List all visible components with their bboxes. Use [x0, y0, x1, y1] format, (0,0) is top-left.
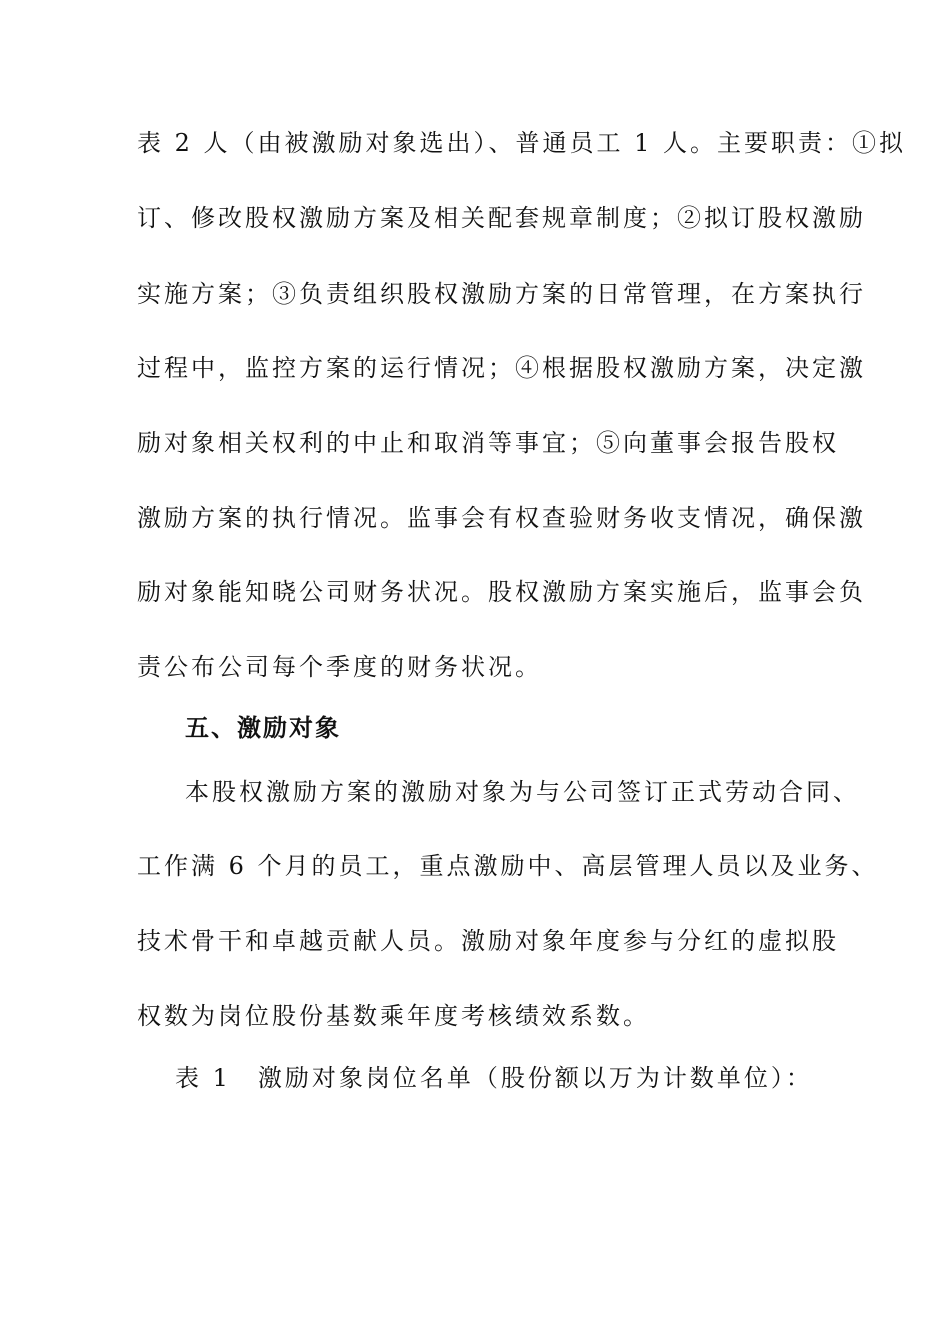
paragraph-line: 权数为岗位股份基数乘年度考核绩效系数。: [137, 1002, 650, 1030]
paragraph-line: 励对象能知晓公司财务状况。股权激励方案实施后，监事会负: [137, 578, 866, 606]
paragraph-line: 实施方案；③负责组织股权激励方案的日常管理，在方案执行: [137, 280, 866, 308]
paragraph-line: 励对象相关权利的中止和取消等事宜；⑤向董事会报告股权: [137, 429, 839, 457]
paragraph-line: 本股权激励方案的激励对象为与公司签订正式劳动合同、: [185, 778, 860, 806]
paragraph-line: 责公布公司每个季度的财务状况。: [137, 653, 542, 681]
paragraph-line: 工作满 6 个月的员工，重点激励中、高层管理人员以及业务、: [137, 852, 879, 880]
paragraph-line: 过程中，监控方案的运行情况；④根据股权激励方案，决定激: [137, 354, 866, 382]
paragraph-line: 订、修改股权激励方案及相关配套规章制度；②拟订股权激励: [137, 204, 866, 232]
section-heading: 五、激励对象: [185, 714, 341, 742]
paragraph-line: 激励方案的执行情况。监事会有权查验财务收支情况，确保激: [137, 504, 866, 532]
paragraph-line: 表 2 人（由被激励对象选出）、普通员工 1 人。主要职责：①拟: [137, 129, 907, 157]
paragraph-line: 技术骨干和卓越贡献人员。激励对象年度参与分红的虚拟股: [137, 927, 839, 955]
table-caption: 表 1 激励对象岗位名单（股份额以万为计数单位）：: [175, 1064, 813, 1092]
